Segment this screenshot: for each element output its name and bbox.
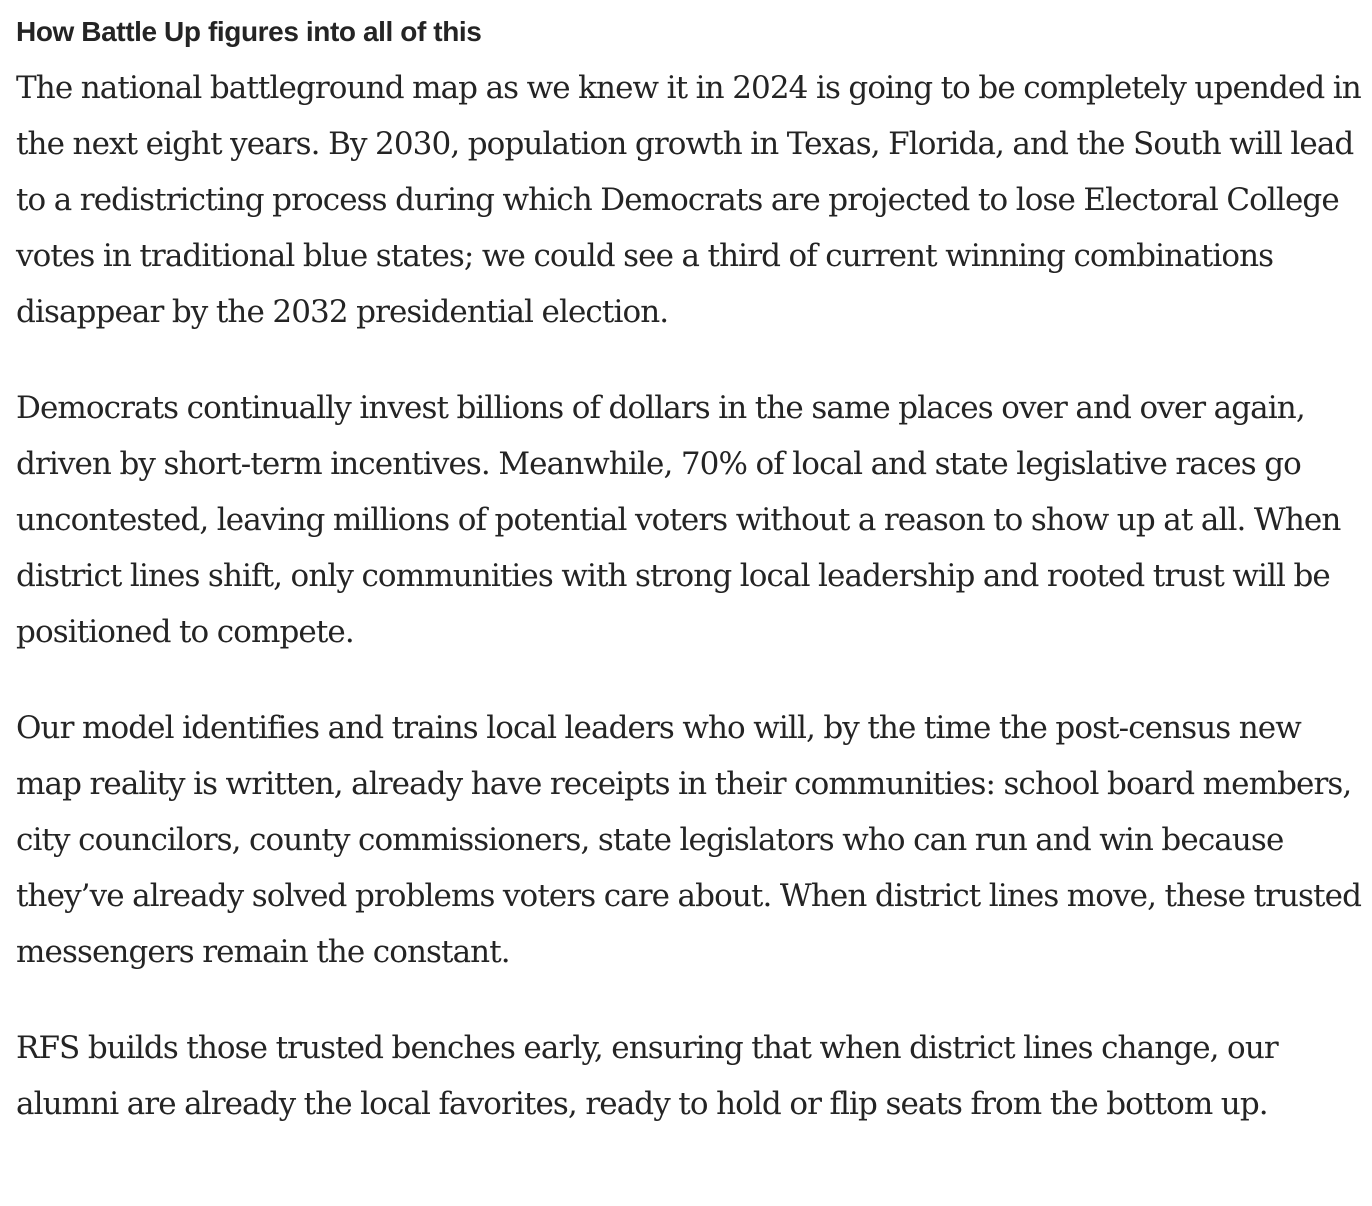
paragraph-democrats-investment: Democrats continually invest billions of dollars in the same places over and over again, driven by short-term incentives. Meanwhile, 70% of local and state legislative races go uncontested, leaving millions of potential voters without a reason to show up at all. When district lines shift, only communities with strong local leadership and rooted trust will be positioned to compete. bbox=[16, 390, 1341, 650]
paragraph-rfs-benches: RFS builds those trusted benches early, ensuring that when district lines change, our alumni are already the local favorites, ready to hold or flip seats from the bottom up. bbox=[16, 1030, 1278, 1122]
section-heading: How Battle Up figures into all of this bbox=[16, 16, 482, 47]
article-body bbox=[16, 14, 1362, 1132]
paragraph-battleground-map: The national battleground map as we knew it in 2024 is going to be completely upended in the next eight years. By 2030, population growth in Texas, Florida, and the South will lead to a redistricting process during which Democrats are projected to lose Electoral College votes in traditional blue states; we could see a third of current winning combinations disappear by the 2032 presidential election. bbox=[16, 70, 1361, 330]
paragraph-our-model: Our model identifies and trains local leaders who will, by the time the post-census new map reality is written, already have receipts in their communities: school board members, city councilors, county commissioners, state legislators who can run and win because they’ve already solved problems voters care about. When district lines move, these trusted messengers remain the constant. bbox=[16, 710, 1362, 970]
